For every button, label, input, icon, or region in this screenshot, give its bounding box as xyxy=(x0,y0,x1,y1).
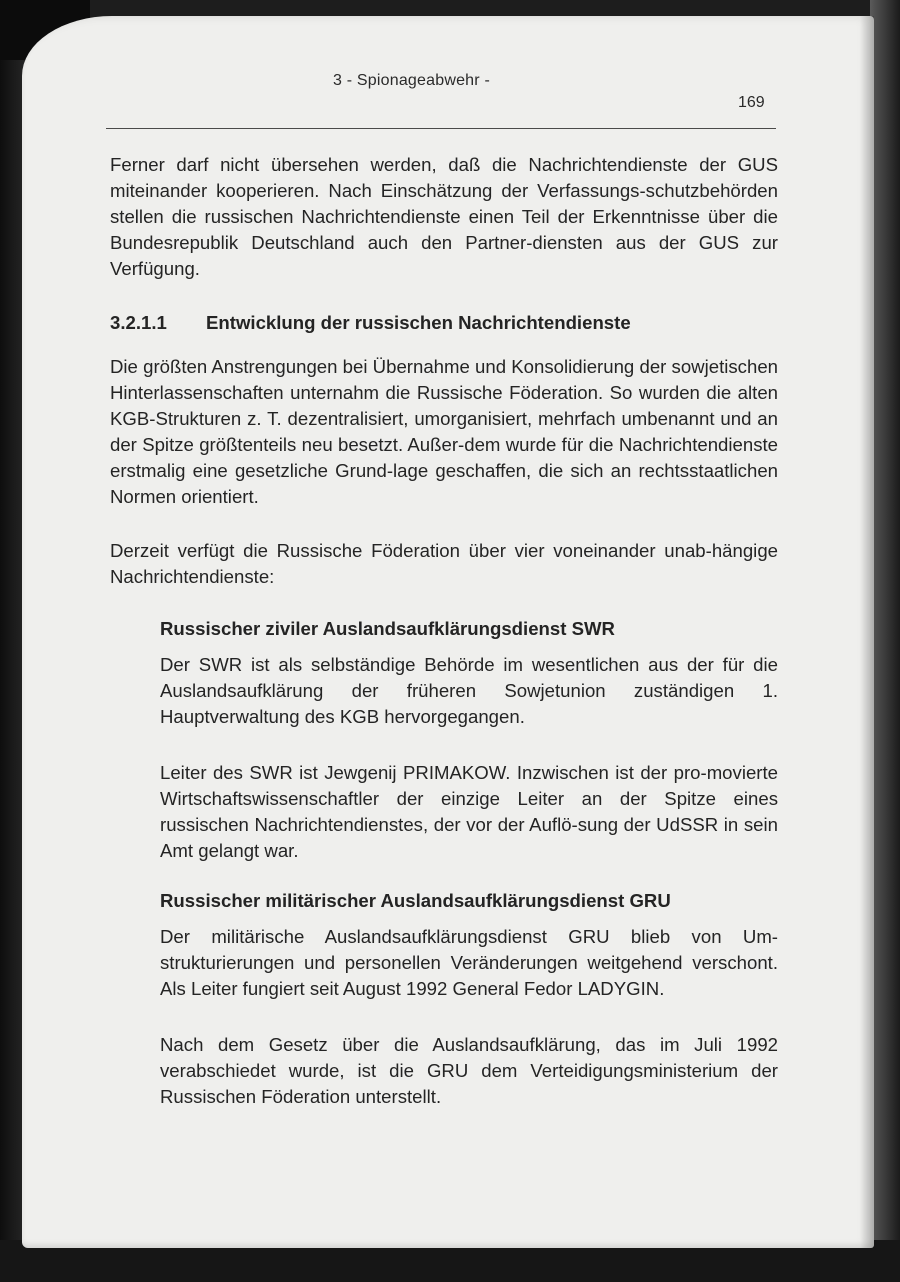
spine-shadow xyxy=(860,16,874,1248)
page-number: 169 xyxy=(738,94,765,111)
service-heading-gru: Russischer militärischer Auslandsaufklärungsdienst GRU xyxy=(160,890,671,911)
section-heading xyxy=(110,310,778,336)
section-title: Entwicklung der russischen Nachrichtendienste xyxy=(206,312,631,333)
service-paragraph: Der SWR ist als selbständige Behörde im wesentlichen aus der für die Auslandsaufklärung der früheren Sowjetunion zuständigen 1. Hauptverwaltung des KGB hervorgegangen. xyxy=(160,654,778,727)
service-paragraph: Nach dem Gesetz über die Auslandsaufklärung, das im Juli 1992 verabschiedet wurde, ist die GRU dem Verteidigungsministerium der Russischen Föderation unterstellt. xyxy=(160,1034,778,1107)
service-paragraph: Der militärische Auslandsaufklärungsdienst GRU blieb von Um-strukturierungen und personellen Veränderungen weitgehend verschont. Als Leiter fungiert seit August 1992 General Fedor LADYGIN. xyxy=(160,926,778,999)
scan-right-edge xyxy=(870,0,900,1282)
running-header-title: 3 - Spionageabwehr - xyxy=(333,72,490,89)
section-paragraph-1: Die größten Anstrengungen bei Übernahme und Konsolidierung der sowjetischen Hinterlassenschaften unternahm die Russische Föderation. So wurden die alten KGB-Strukturen z. T. dezentralisiert, umorganisiert, mehrfach umbenannt und an der Spitze größtenteils neu besetzt. Außer-dem wurde für die Nachrichtendienste erstmalig eine gesetzliche Grund-lage geschaffen, die sich an rechtsstaatlichen Normen orientiert. xyxy=(110,356,778,507)
page-body xyxy=(110,152,778,1110)
intro-paragraph: Ferner darf nicht übersehen werden, daß die Nachrichtendienste der GUS miteinander kooperieren. Nach Einschätzung der Verfassungs-schutzbehörden stellen die russischen Nachrichtendienste einen Teil der Erkenntnisse über die Bundesrepublik Deutschland auch den Partner-diensten aus der GUS zur Verfügung. xyxy=(110,154,778,279)
section-paragraph-2: Derzeit verfügt die Russische Föderation über vier voneinander unab-hängige Nachrichtendienste: xyxy=(110,540,778,587)
header-divider xyxy=(106,128,776,129)
section-number: 3.2.1.1 xyxy=(110,312,167,333)
service-entry-gru xyxy=(160,888,778,1110)
service-entry-swr xyxy=(160,616,778,864)
service-heading-swr: Russischer ziviler Auslandsaufklärungsdienst SWR xyxy=(160,618,615,639)
service-paragraph: Leiter des SWR ist Jewgenij PRIMAKOW. Inzwischen ist der pro-movierte Wirtschaftswissenschaftler der einzige Leiter an der Spitze eines russischen Nachrichtendienstes, der vor der Auflö-sung der UdSSR in sein Amt gelangt war. xyxy=(160,762,778,861)
